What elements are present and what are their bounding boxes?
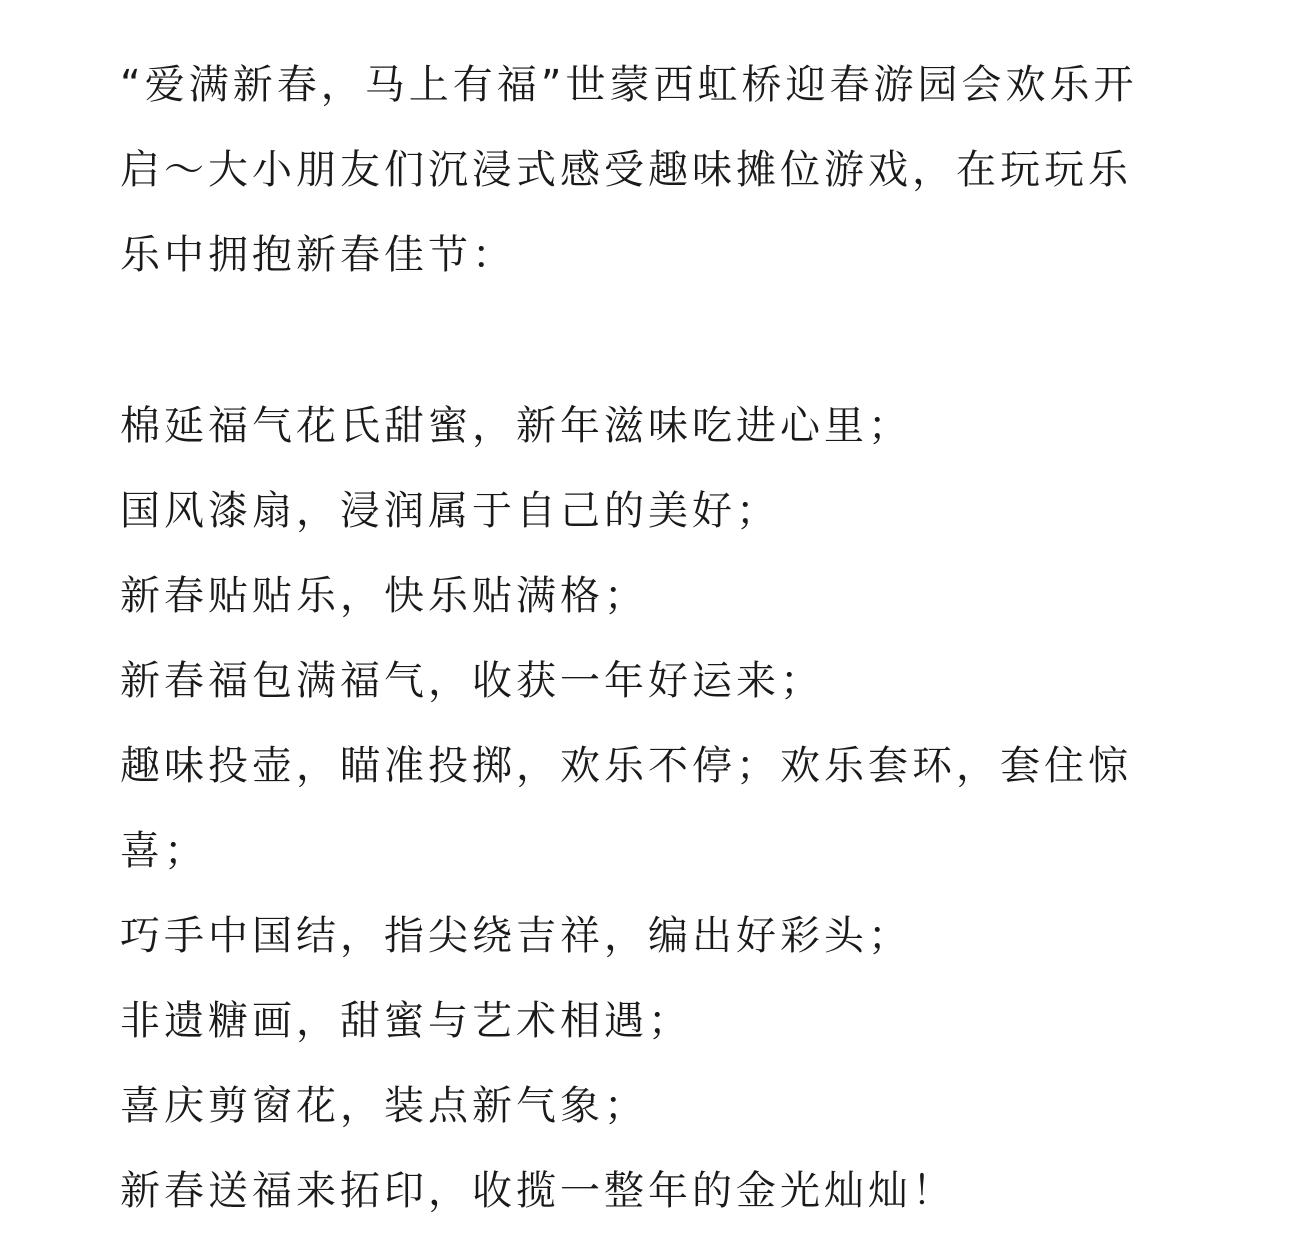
activity-line: 趣味投壶，瞄准投掷，欢乐不停；欢乐套环，套住惊喜； xyxy=(120,743,1132,874)
article-body xyxy=(120,43,1172,1234)
activity-line: 国风漆扇，浸润属于自己的美好； xyxy=(120,488,780,534)
activity-line: 巧手中国结，指尖绕吉祥，编出好彩头； xyxy=(120,913,912,959)
intro-paragraph: “爱满新春，马上有福”世蒙西虹桥迎春游园会欢乐开启～大小朋友们沉浸式感受趣味摊位游戏，在玩玩乐乐中拥抱新春佳节： xyxy=(120,62,1138,278)
activity-line: 新春贴贴乐，快乐贴满格； xyxy=(120,573,648,619)
activity-line: 喜庆剪窗花，装点新气象； xyxy=(120,1083,648,1129)
activity-line: 新春送福来拓印，收揽一整年的金光灿灿！ xyxy=(120,1168,956,1214)
activity-line: 棉延福气花氏甜蜜，新年滋味吃进心里； xyxy=(120,403,912,449)
paragraph-spacer xyxy=(120,298,1172,384)
activity-line: 新春福包满福气，收获一年好运来； xyxy=(120,658,824,704)
activity-line: 非遗糖画，甜蜜与艺术相遇； xyxy=(120,998,692,1044)
